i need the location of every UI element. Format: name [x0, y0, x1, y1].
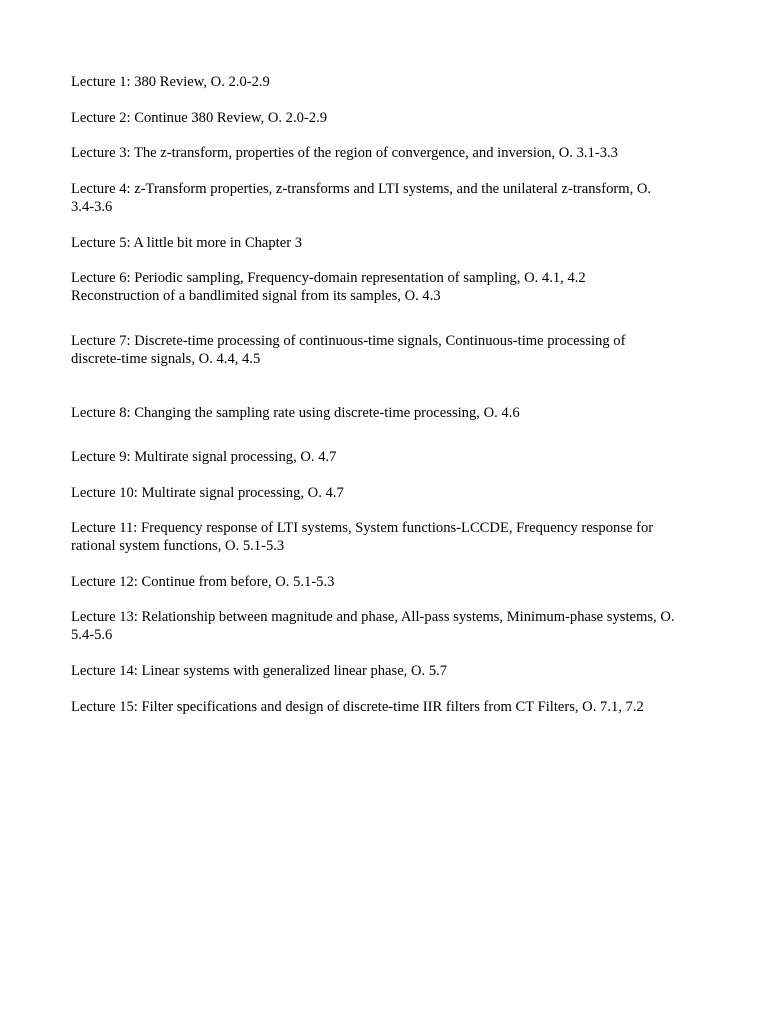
lecture-line: Lecture 8: Changing the sampling rate using discrete-time processing, O. 4.6	[71, 405, 520, 421]
lecture-13	[71, 608, 701, 644]
lecture-line: Lecture 4: z-Transform properties, z-transforms and LTI systems, and the unilateral z-transform, O.	[71, 181, 652, 197]
lecture-line: rational system functions, O. 5.1-5.3	[71, 538, 285, 554]
lecture-line: discrete-time signals, O. 4.4, 4.5	[71, 351, 261, 367]
lecture-line: Lecture 15: Filter specifications and design of discrete-time IIR filters from CT Filters, O. 7.1, 7.2	[71, 699, 644, 715]
lecture-line: Lecture 2: Continue 380 Review, O. 2.0-2.9	[71, 110, 328, 126]
lecture-line: Reconstruction of a bandlimited signal from its samples, O. 4.3	[71, 288, 441, 304]
lecture-1	[71, 73, 701, 91]
lecture-12	[71, 573, 701, 591]
lecture-5	[71, 234, 701, 252]
lecture-3	[71, 144, 701, 162]
lecture-4	[71, 180, 701, 216]
lecture-9	[71, 448, 701, 466]
lecture-15	[71, 698, 701, 716]
lecture-7	[71, 332, 701, 368]
lecture-2	[71, 109, 701, 127]
lecture-line: Lecture 5: A little bit more in Chapter 3	[71, 235, 303, 251]
lecture-line: Lecture 10: Multirate signal processing, O. 4.7	[71, 485, 344, 501]
lecture-8	[71, 404, 701, 422]
lecture-10	[71, 484, 701, 502]
lecture-line: Lecture 7: Discrete-time processing of continuous-time signals, Continuous-time processing of	[71, 333, 626, 349]
lecture-line: Lecture 12: Continue from before, O. 5.1-5.3	[71, 574, 335, 590]
lecture-line: Lecture 9: Multirate signal processing, O. 4.7	[71, 449, 337, 465]
lecture-line: Lecture 13: Relationship between magnitude and phase, All-pass systems, Minimum-phase systems, O.	[71, 609, 675, 625]
lecture-6	[71, 269, 701, 305]
lecture-line: Lecture 6: Periodic sampling, Frequency-domain representation of sampling, O. 4.1, 4.2	[71, 270, 586, 286]
lecture-line: Lecture 14: Linear systems with generalized linear phase, O. 5.7	[71, 663, 448, 679]
lecture-11	[71, 519, 701, 555]
lecture-line: Lecture 11: Frequency response of LTI systems, System functions-LCCDE, Frequency response for	[71, 520, 654, 536]
lecture-14	[71, 662, 701, 680]
lecture-line: Lecture 3: The z-transform, properties of the region of convergence, and inversion, O. 3.1-3.3	[71, 145, 618, 161]
lecture-line: 5.4-5.6	[71, 627, 113, 643]
lecture-line: 3.4-3.6	[71, 199, 113, 215]
lecture-line: Lecture 1: 380 Review, O. 2.0-2.9	[71, 74, 270, 90]
